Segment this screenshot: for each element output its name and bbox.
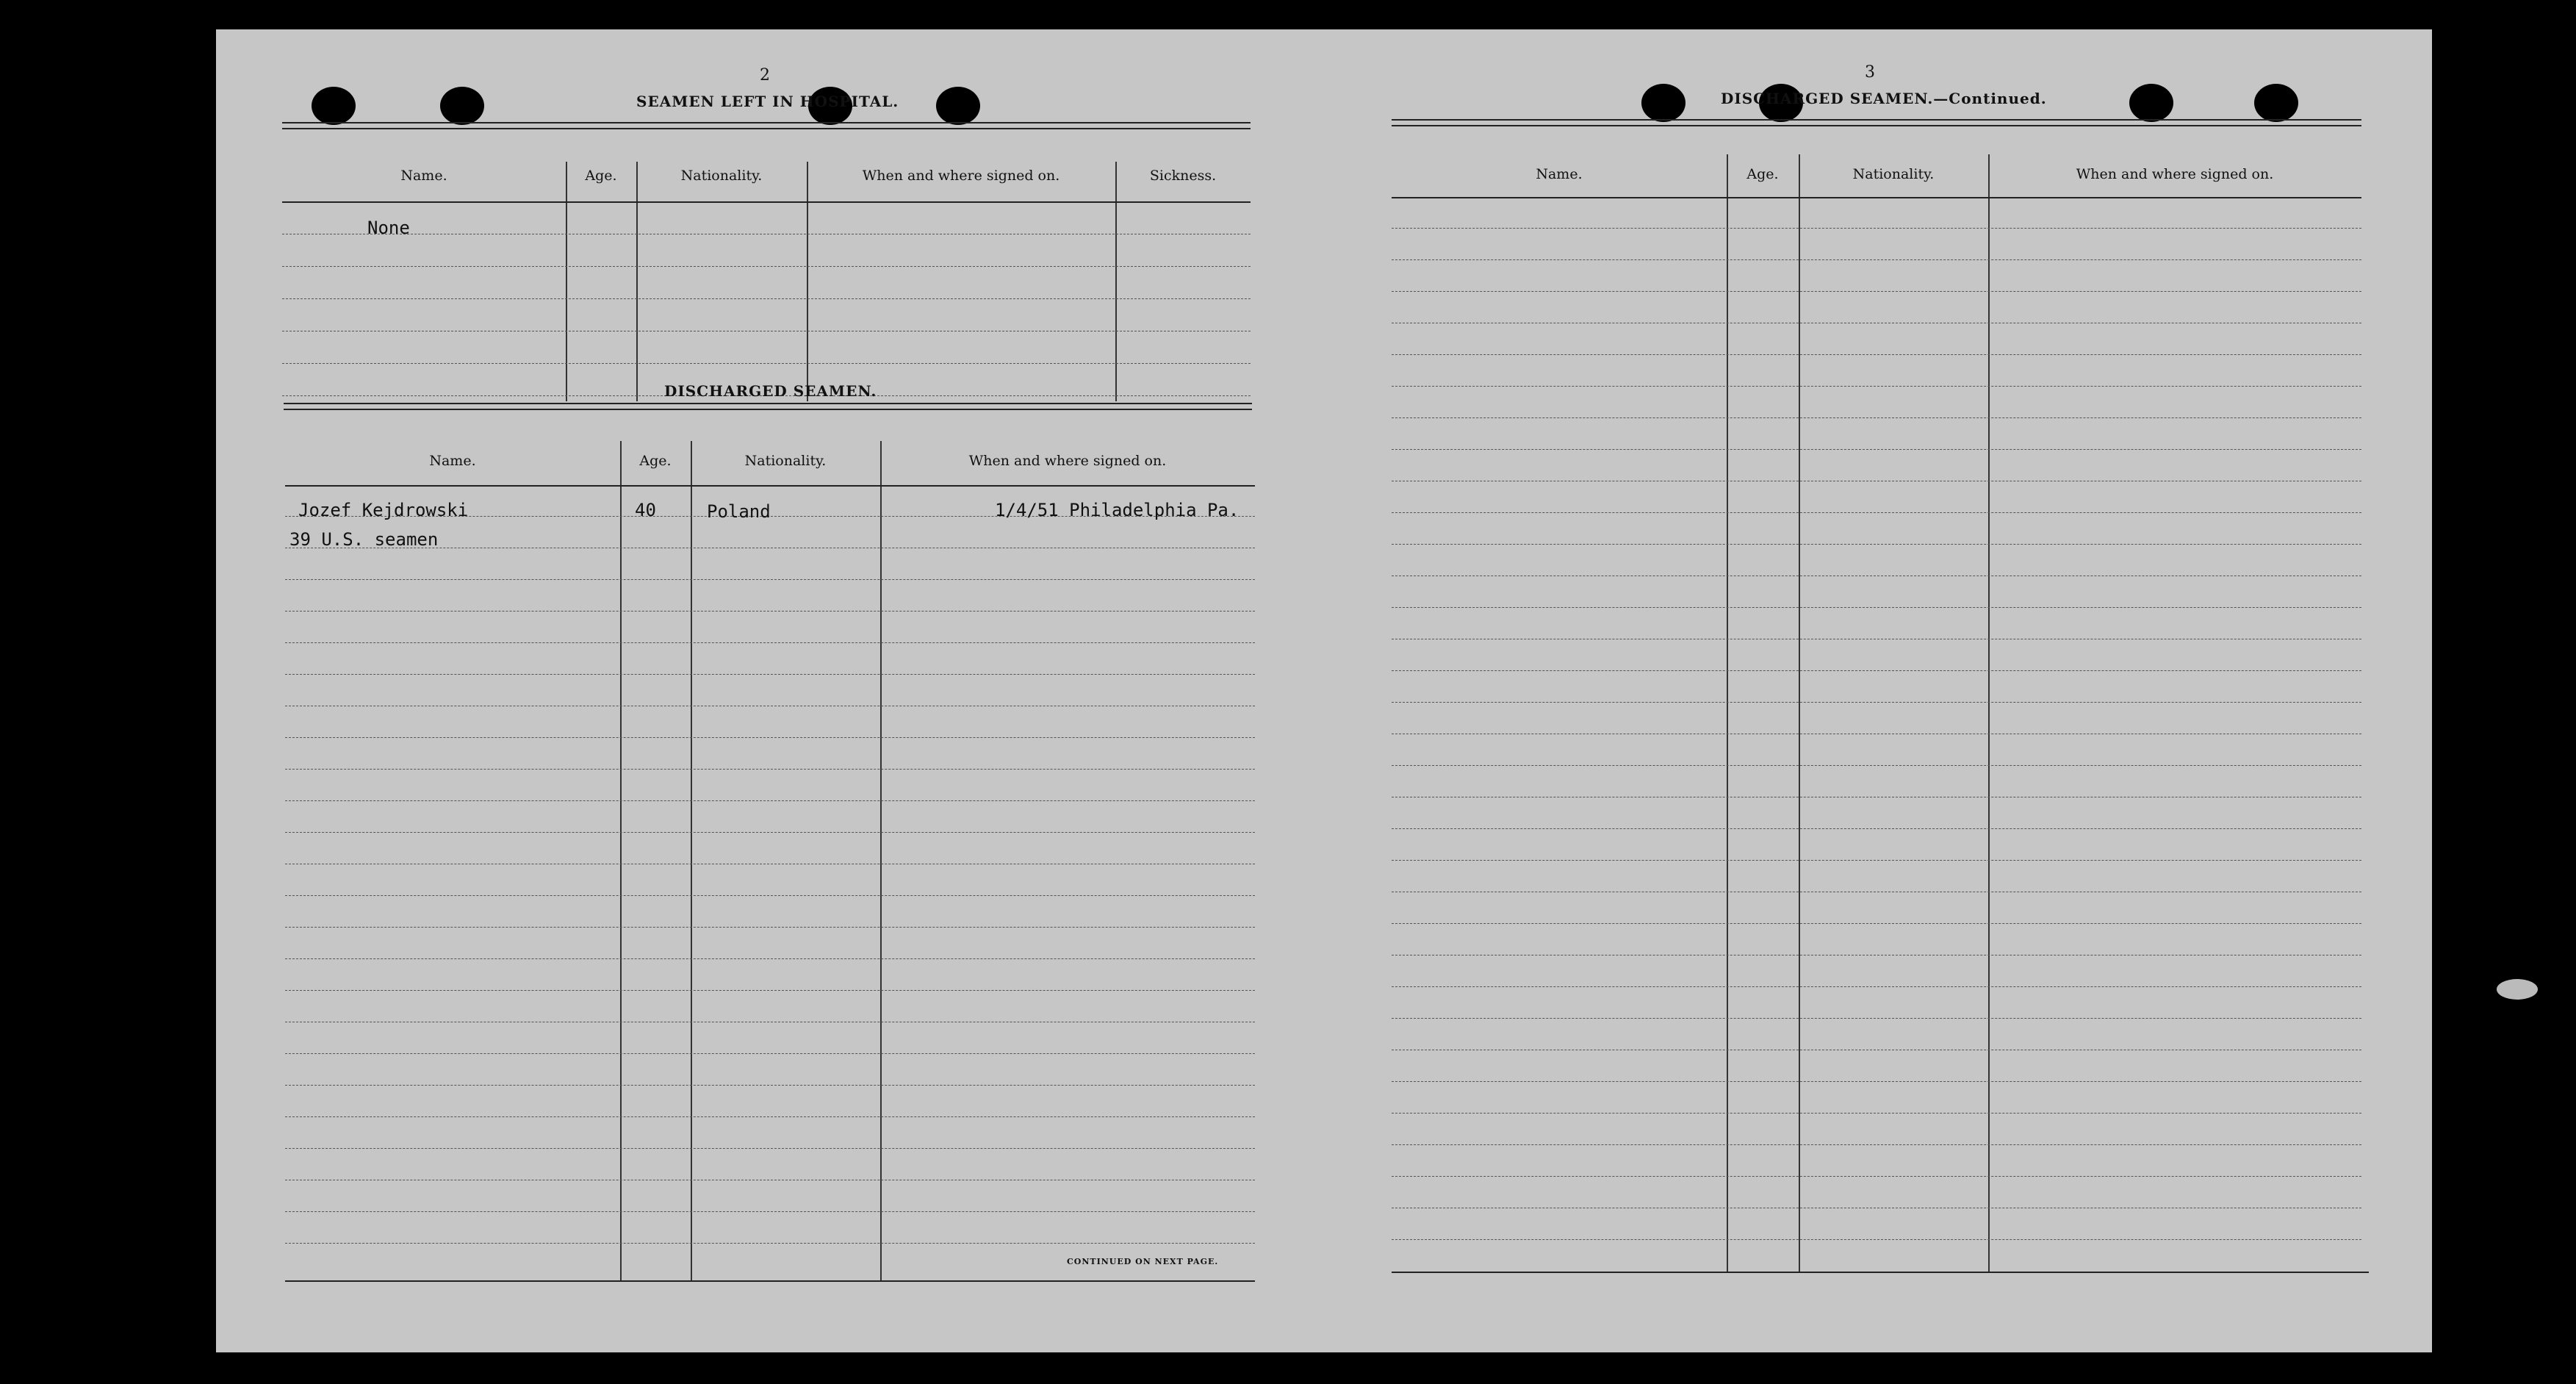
row-line [285, 832, 1255, 833]
column-divider [880, 441, 882, 1282]
column-header-signed-on: When and where signed on. [2076, 166, 2274, 182]
row-line [1392, 291, 2361, 292]
row-line [1392, 259, 2361, 260]
bottom-rule [285, 1280, 1255, 1282]
discharged-row-signed-on: 1/4/51 Philadelphia Pa. [995, 500, 1240, 520]
row-line [285, 1085, 1255, 1086]
row-line [1392, 1144, 2361, 1145]
row-line [1392, 449, 2361, 450]
section-rule [282, 122, 1251, 129]
column-header-name: Name. [1536, 166, 1583, 182]
column-header-age: Age. [1746, 166, 1779, 182]
column-header-age: Age. [585, 168, 617, 184]
column-header-name: Name. [429, 453, 476, 469]
row-line [1392, 512, 2361, 513]
discharged-row-name: Jozef Kejdrowski [298, 500, 469, 520]
bottom-rule [1392, 1272, 2369, 1273]
column-header-sickness: Sickness. [1149, 168, 1217, 184]
column-divider [1799, 154, 1800, 1272]
row-line [1392, 417, 2361, 418]
continued-footer: CONTINUED ON NEXT PAGE. [1067, 1257, 1219, 1266]
hospital-section-title: SEAMEN LEFT IN HOSPITAL. [636, 93, 899, 110]
column-header-nationality: Nationality. [744, 453, 827, 469]
row-line [285, 737, 1255, 738]
column-header-name: Name. [400, 168, 447, 184]
header-rule [285, 485, 1255, 487]
row-line [285, 1116, 1255, 1117]
row-line [285, 611, 1255, 612]
row-line [285, 579, 1255, 580]
row-line [1392, 544, 2361, 545]
discharged-row-name: 39 U.S. seamen [289, 529, 439, 550]
row-line [282, 363, 1251, 364]
discharged-row-nationality: Poland [707, 501, 771, 522]
row-line [285, 674, 1255, 675]
discharged-row-age: 40 [635, 500, 656, 520]
row-line [1392, 386, 2361, 387]
discharged-section-title: DISCHARGED SEAMEN. [664, 382, 877, 400]
row-line [282, 266, 1251, 267]
column-divider [636, 162, 638, 401]
row-line [1392, 765, 2361, 766]
row-line [1392, 1018, 2361, 1019]
document-scan [216, 29, 2432, 1352]
hospital-row-name: None [367, 218, 410, 238]
discharged-continued-title: DISCHARGED SEAMEN.—Continued. [1721, 90, 2047, 107]
row-line [1392, 354, 2361, 355]
column-divider [807, 162, 808, 401]
row-line [285, 800, 1255, 801]
column-header-signed-on: When and where signed on. [862, 168, 1060, 184]
column-divider [1727, 154, 1728, 1272]
row-line [1392, 228, 2361, 229]
row-line [1392, 828, 2361, 829]
row-line [1392, 860, 2361, 861]
page-number: 2 [760, 66, 770, 85]
row-line [285, 927, 1255, 928]
column-divider [1115, 162, 1117, 401]
right-page [1318, 29, 2432, 1352]
left-page [216, 29, 1318, 1352]
header-rule [282, 201, 1251, 203]
row-line [1392, 1113, 2361, 1114]
row-line [285, 990, 1255, 991]
header-rule [1392, 197, 2361, 198]
row-line [285, 895, 1255, 896]
row-line [1392, 1239, 2361, 1240]
column-divider [1988, 154, 1990, 1272]
row-line [1392, 1081, 2361, 1082]
row-line [1392, 702, 2361, 703]
row-line [285, 1211, 1255, 1212]
page-number: 3 [1865, 63, 1875, 82]
column-divider [566, 162, 567, 401]
row-line [285, 642, 1255, 643]
row-line [1392, 986, 2361, 987]
hospital-table [282, 129, 1251, 401]
row-line [1392, 670, 2361, 671]
column-header-age: Age. [639, 453, 672, 469]
column-divider [620, 441, 622, 1282]
discharged-continued-table [1392, 125, 2369, 1257]
row-line [285, 769, 1255, 770]
row-line [1392, 1176, 2361, 1177]
row-line [285, 1053, 1255, 1054]
row-line [285, 1243, 1255, 1244]
row-line [1392, 923, 2361, 924]
row-line [285, 1148, 1255, 1149]
column-divider [691, 441, 692, 1282]
row-line [282, 298, 1251, 299]
column-header-signed-on: When and where signed on. [968, 453, 1167, 469]
column-header-nationality: Nationality. [1852, 166, 1935, 182]
discharged-table [285, 409, 1255, 1254]
scan-smudge [2497, 979, 2538, 1000]
column-header-nationality: Nationality. [680, 168, 763, 184]
row-line [285, 958, 1255, 959]
row-line [1392, 607, 2361, 608]
